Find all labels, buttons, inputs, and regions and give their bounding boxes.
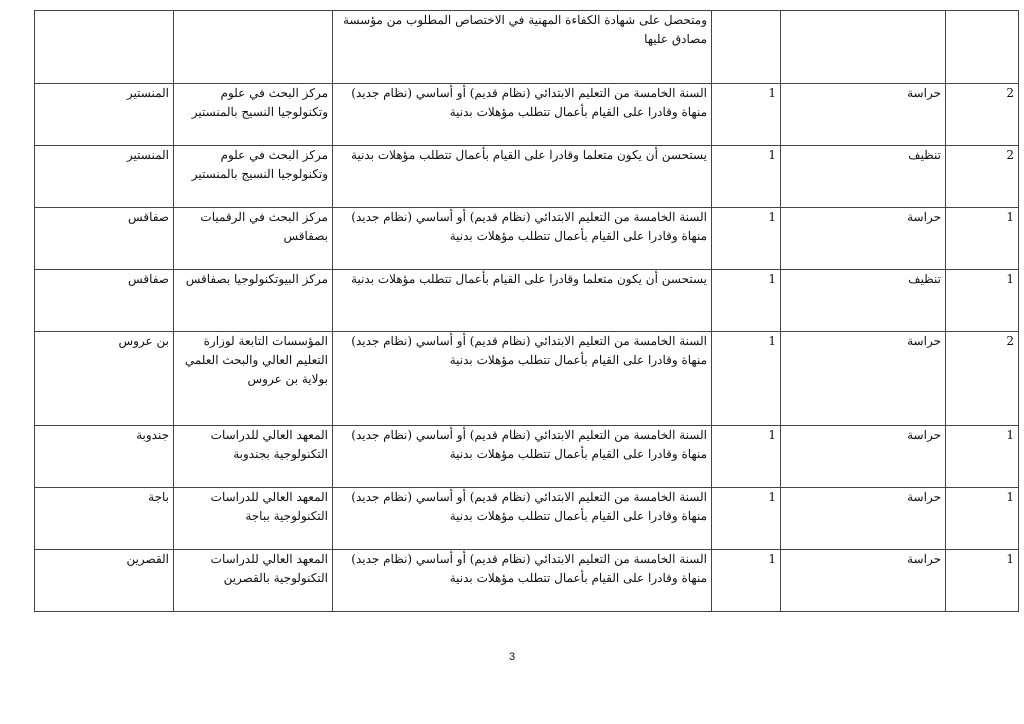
table-row [35,488,1019,550]
row-number-cell: 1 [946,208,1019,270]
institution-cell: المؤسسات التابعة لوزارة التعليم العالي والبحث العلمي بولاية بن عروس [174,332,333,426]
institution-cell: مركز البحث في الرقميات بصفاقس [174,208,333,270]
conditions-cell: السنة الخامسة من التعليم الابتدائي (نظام قديم) أو أساسي (نظام جديد) منهاة وقادرا على القيام بأعمال تتطلب مؤهلات بدنية [333,550,712,612]
posts-cell [712,11,781,84]
job-cell: حراسة [781,208,946,270]
governorate-cell: المنستير [35,84,174,146]
page-number: 3 [508,651,516,663]
table-row [35,84,1019,146]
table-row [35,146,1019,208]
governorate-cell: بن عروس [35,332,174,426]
job-cell: تنظيف [781,146,946,208]
job-cell: حراسة [781,488,946,550]
posts-cell: 1 [712,146,781,208]
row-number-cell [946,11,1019,84]
row-number-cell: 2 [946,332,1019,426]
job-cell: حراسة [781,550,946,612]
governorate-cell: جندوبة [35,426,174,488]
conditions-cell: يستحسن أن يكون متعلما وقادرا على القيام بأعمال تتطلب مؤهلات بدنية [333,270,712,332]
row-number-cell: 1 [946,550,1019,612]
table-row [35,270,1019,332]
posts-cell: 1 [712,208,781,270]
posts-cell: 1 [712,332,781,426]
conditions-cell: السنة الخامسة من التعليم الابتدائي (نظام قديم) أو أساسي (نظام جديد) منهاة وقادرا على القيام بأعمال تتطلب مؤهلات بدنية [333,84,712,146]
institution-cell: المعهد العالي للدراسات التكنولوجية بجندوبة [174,426,333,488]
institution-cell: مركز البحث في علوم وتكنولوجيا النسيج بالمنستير [174,84,333,146]
institution-cell [174,11,333,84]
posts-cell: 1 [712,488,781,550]
row-number-cell: 1 [946,270,1019,332]
institution-cell: مركز البحث في علوم وتكنولوجيا النسيج بالمنستير [174,146,333,208]
job-cell: تنظيف [781,270,946,332]
conditions-cell: يستحسن أن يكون متعلما وقادرا على القيام بأعمال تتطلب مؤهلات بدنية [333,146,712,208]
row-number-cell: 2 [946,84,1019,146]
posts-cell: 1 [712,550,781,612]
posts-cell: 1 [712,84,781,146]
institution-cell: المعهد العالي للدراسات التكنولوجية بالقصرين [174,550,333,612]
table-row [35,208,1019,270]
governorate-cell: صفاقس [35,208,174,270]
table-row [35,550,1019,612]
table-row [35,11,1019,84]
job-cell [781,11,946,84]
conditions-cell: السنة الخامسة من التعليم الابتدائي (نظام قديم) أو أساسي (نظام جديد) منهاة وقادرا على القيام بأعمال تتطلب مؤهلات بدنية [333,208,712,270]
recruitment-table [34,10,1019,612]
conditions-cell: السنة الخامسة من التعليم الابتدائي (نظام قديم) أو أساسي (نظام جديد) منهاة وقادرا على القيام بأعمال تتطلب مؤهلات بدنية [333,488,712,550]
posts-cell: 1 [712,426,781,488]
governorate-cell: المنستير [35,146,174,208]
governorate-cell [35,11,174,84]
governorate-cell: القصرين [35,550,174,612]
institution-cell: المعهد العالي للدراسات التكنولوجية بباجة [174,488,333,550]
job-cell: حراسة [781,332,946,426]
job-cell: حراسة [781,426,946,488]
conditions-cell: السنة الخامسة من التعليم الابتدائي (نظام قديم) أو أساسي (نظام جديد) منهاة وقادرا على القيام بأعمال تتطلب مؤهلات بدنية [333,426,712,488]
governorate-cell: باجة [35,488,174,550]
job-cell: حراسة [781,84,946,146]
governorate-cell: صفاقس [35,270,174,332]
table-row [35,426,1019,488]
table-row [35,332,1019,426]
row-number-cell: 1 [946,426,1019,488]
row-number-cell: 2 [946,146,1019,208]
conditions-cell: ومتحصل على شهادة الكفاءة المهنية في الاختصاص المطلوب من مؤسسة مصادق عليها [333,11,712,84]
row-number-cell: 1 [946,488,1019,550]
conditions-cell: السنة الخامسة من التعليم الابتدائي (نظام قديم) أو أساسي (نظام جديد) منهاة وقادرا على القيام بأعمال تتطلب مؤهلات بدنية [333,332,712,426]
posts-cell: 1 [712,270,781,332]
institution-cell: مركز البيوتكنولوجيا بصفاقس [174,270,333,332]
